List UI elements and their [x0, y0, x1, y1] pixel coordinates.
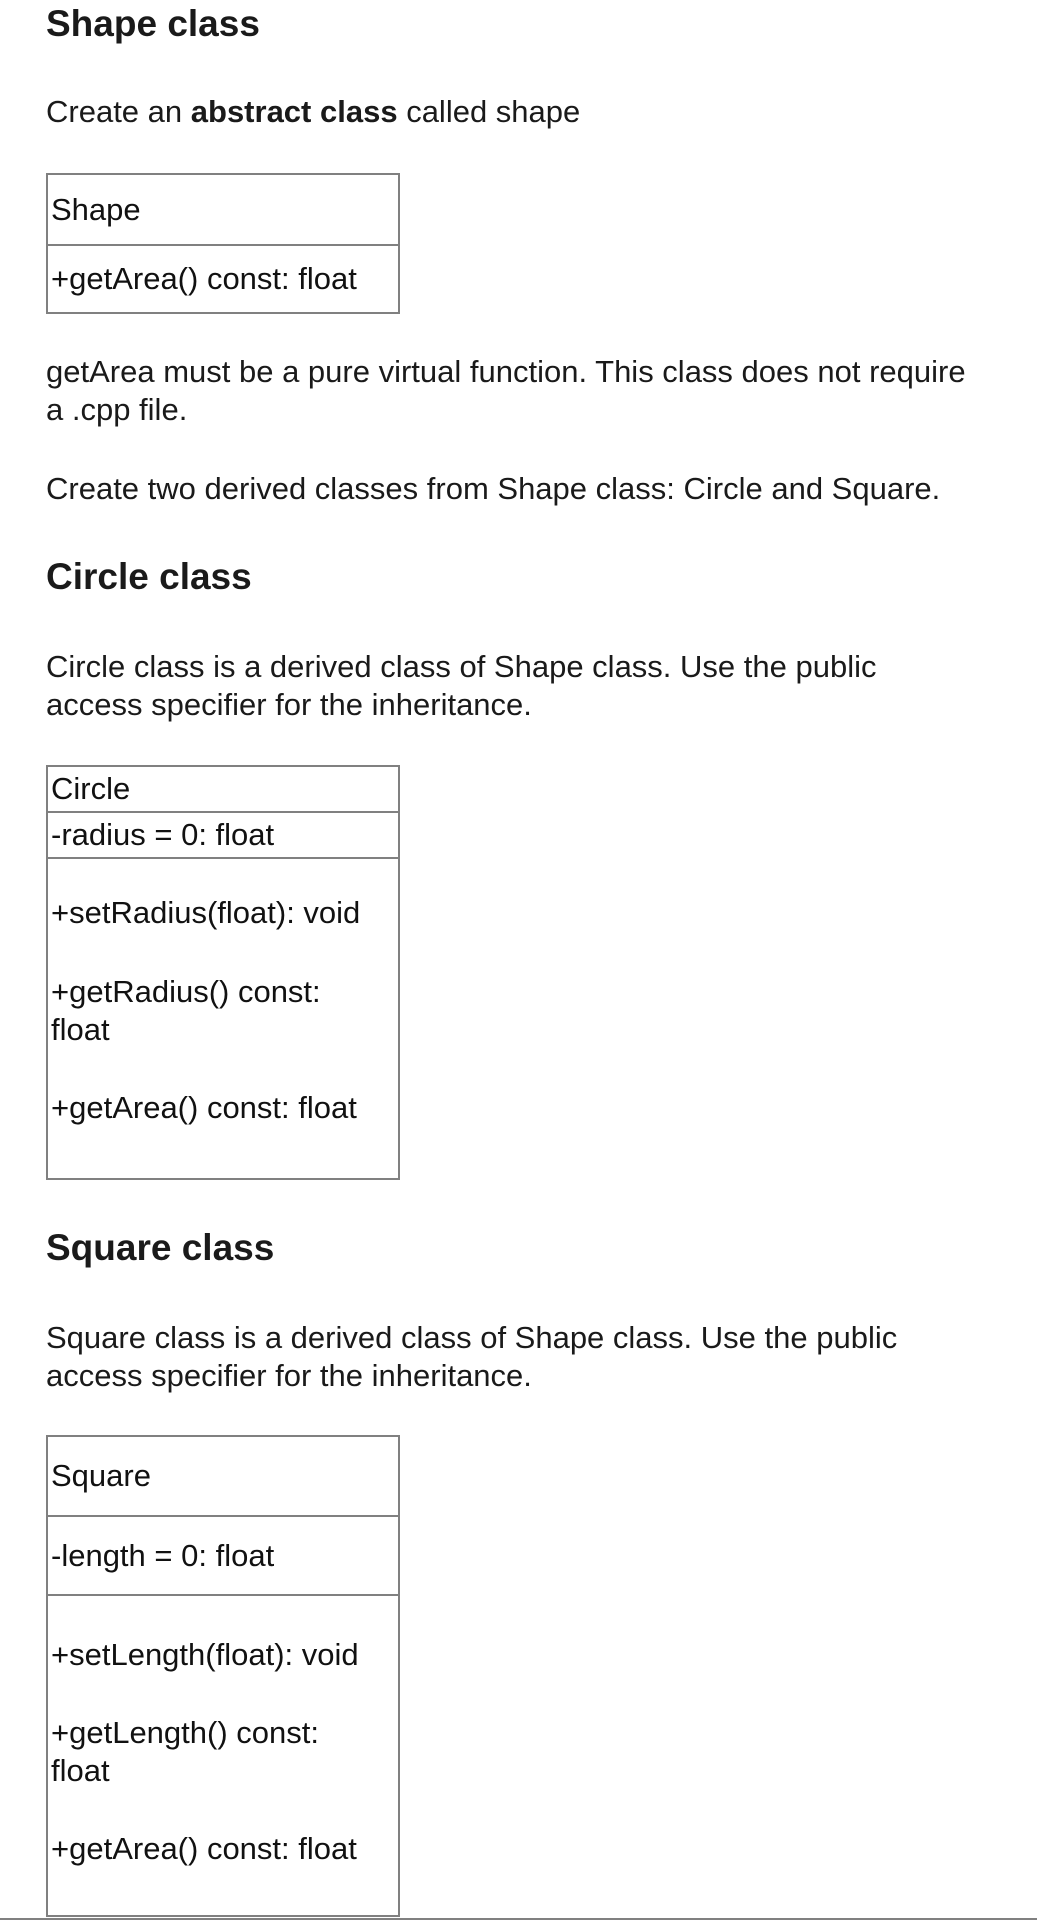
shape-section-heading: Shape class [46, 3, 260, 44]
derived-classes-note: Create two derived classes from Shape class: Circle and Square. [46, 471, 941, 506]
square-description-text: Square class is a derived class of Shape class. Use the public access specifier for the inheritance. [46, 1320, 898, 1393]
square-uml-class-name: Square [51, 1458, 151, 1493]
shape-intro-bold: abstract class [190, 94, 398, 129]
shape-note-text: getArea must be a pure virtual function. This class does not require a .cpp file. [46, 354, 966, 427]
shape-uml-method: +getArea() const: float [48, 244, 398, 312]
circle-section-heading: Circle class [46, 556, 252, 597]
square-uml-methods [48, 1594, 398, 1915]
circle-uml-attribute: -radius = 0: float [48, 811, 398, 857]
square-method-get-length: +getLength() const: float [51, 1715, 319, 1788]
square-method-get-area: +getArea() const: float [51, 1831, 357, 1866]
square-uml-diagram [46, 1435, 400, 1917]
circle-description-text: Circle class is a derived class of Shape class. Use the public access specifier for the inheritance. [46, 649, 877, 722]
shape-intro-after: called shape [397, 94, 581, 129]
square-uml-attribute: -length = 0: float [48, 1515, 398, 1594]
square-method-set-length: +setLength(float): void [51, 1637, 359, 1672]
circle-uml-methods [48, 857, 398, 1178]
circle-method-get-area: +getArea() const: float [51, 1090, 357, 1125]
shape-intro-text [46, 93, 1006, 131]
circle-uml-diagram [46, 765, 400, 1180]
circle-method-get-radius: +getRadius() const: float [51, 974, 321, 1047]
shape-uml-diagram [46, 173, 400, 314]
shape-uml-class-name: Shape [51, 191, 141, 227]
circle-method-set-radius: +setRadius(float): void [51, 895, 361, 930]
square-section-heading: Square class [46, 1227, 275, 1268]
circle-uml-class-name: Circle [51, 771, 131, 806]
shape-intro-before: Create an [46, 94, 191, 129]
